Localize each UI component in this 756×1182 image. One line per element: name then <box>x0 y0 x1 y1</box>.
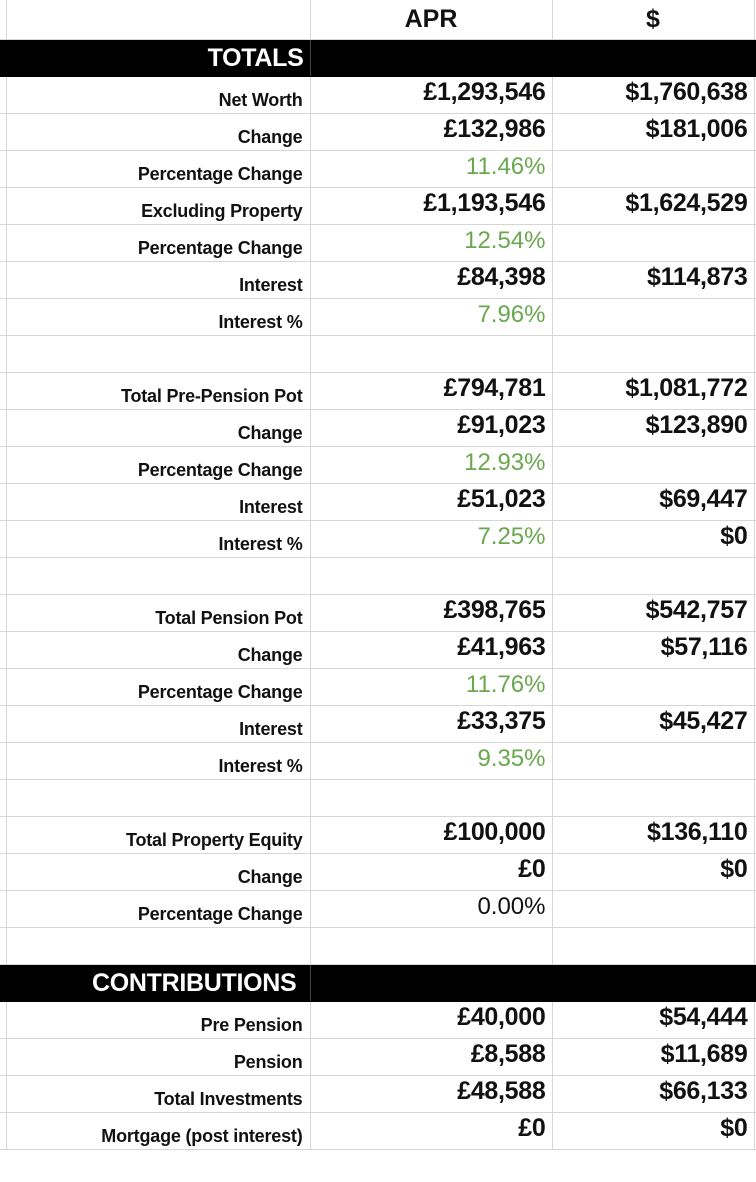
usd-value[interactable]: $69,447 <box>552 483 754 520</box>
apr-value[interactable]: £8,588 <box>310 1038 552 1075</box>
apr-percentage[interactable]: 9.35% <box>310 742 552 779</box>
cell[interactable] <box>552 224 754 261</box>
cell[interactable] <box>6 557 310 594</box>
column-header-usd[interactable]: $ <box>552 0 754 39</box>
cell[interactable] <box>552 335 754 372</box>
usd-value[interactable]: $11,689 <box>552 1038 754 1075</box>
row-label[interactable]: Net Worth <box>6 76 310 113</box>
usd-value[interactable]: $1,081,772 <box>552 372 754 409</box>
apr-percentage[interactable]: 11.46% <box>310 150 552 187</box>
apr-percentage[interactable]: 0.00% <box>310 890 552 927</box>
row-label[interactable]: Percentage Change <box>6 224 310 261</box>
cell[interactable] <box>552 779 754 816</box>
cell[interactable] <box>6 927 310 964</box>
row-label[interactable]: Percentage Change <box>6 150 310 187</box>
cell[interactable] <box>552 927 754 964</box>
apr-value[interactable]: £100,000 <box>310 816 552 853</box>
row-label[interactable]: Change <box>6 113 310 150</box>
row-label[interactable]: Total Pension Pot <box>6 594 310 631</box>
apr-value[interactable]: £91,023 <box>310 409 552 446</box>
row-label[interactable]: Total Property Equity <box>6 816 310 853</box>
apr-value[interactable]: £1,293,546 <box>310 76 552 113</box>
row-label[interactable]: Interest <box>6 261 310 298</box>
table-row <box>0 1075 756 1112</box>
apr-value[interactable]: £132,986 <box>310 113 552 150</box>
row-label[interactable]: Interest <box>6 483 310 520</box>
usd-value[interactable]: $123,890 <box>552 409 754 446</box>
usd-value[interactable]: $45,427 <box>552 705 754 742</box>
table-row <box>0 853 756 890</box>
row-label[interactable]: Interest % <box>6 298 310 335</box>
cell[interactable] <box>6 335 310 372</box>
cell[interactable] <box>552 890 754 927</box>
row-label[interactable]: Percentage Change <box>6 668 310 705</box>
table-row <box>0 187 756 224</box>
apr-value[interactable]: £41,963 <box>310 631 552 668</box>
usd-value[interactable]: $1,624,529 <box>552 187 754 224</box>
cell[interactable] <box>552 668 754 705</box>
cell[interactable] <box>552 742 754 779</box>
table-row <box>0 446 756 483</box>
apr-value[interactable]: £33,375 <box>310 705 552 742</box>
table-row <box>0 890 756 927</box>
cell[interactable] <box>6 0 310 39</box>
blank-row <box>0 927 756 964</box>
usd-value[interactable]: $0 <box>552 520 754 557</box>
usd-value[interactable]: $0 <box>552 853 754 890</box>
row-label[interactable]: Change <box>6 853 310 890</box>
usd-value[interactable]: $54,444 <box>552 1001 754 1038</box>
blank-row <box>0 779 756 816</box>
apr-value[interactable]: £0 <box>310 1112 552 1149</box>
table-row <box>0 631 756 668</box>
cell[interactable] <box>552 557 754 594</box>
section-fill <box>552 964 754 1001</box>
row-label[interactable]: Interest <box>6 705 310 742</box>
row-label[interactable]: Change <box>6 409 310 446</box>
table-row <box>0 483 756 520</box>
section-fill <box>310 964 552 1001</box>
row-label[interactable]: Interest % <box>6 742 310 779</box>
row-label[interactable]: Change <box>6 631 310 668</box>
table-row <box>0 298 756 335</box>
section-header-contributions <box>0 964 756 1001</box>
apr-percentage[interactable]: 7.25% <box>310 520 552 557</box>
cell[interactable] <box>310 927 552 964</box>
usd-value[interactable]: $0 <box>552 1112 754 1149</box>
apr-value[interactable]: £40,000 <box>310 1001 552 1038</box>
column-header-apr[interactable]: APR <box>310 0 552 39</box>
blank-row <box>0 335 756 372</box>
table-row <box>0 520 756 557</box>
cell[interactable] <box>310 557 552 594</box>
section-fill <box>310 39 552 76</box>
table-row <box>0 742 756 779</box>
apr-value[interactable]: £1,193,546 <box>310 187 552 224</box>
apr-value[interactable]: £84,398 <box>310 261 552 298</box>
blank-row <box>0 557 756 594</box>
table-row <box>0 668 756 705</box>
table-row <box>0 113 756 150</box>
row-label[interactable]: Percentage Change <box>6 446 310 483</box>
cell[interactable] <box>552 446 754 483</box>
table-row <box>0 594 756 631</box>
apr-percentage[interactable]: 12.54% <box>310 224 552 261</box>
row-label[interactable]: Percentage Change <box>6 890 310 927</box>
cell[interactable] <box>310 335 552 372</box>
table-row <box>0 816 756 853</box>
section-title-contributions[interactable]: CONTRIBUTIONS <box>6 964 310 1001</box>
cell[interactable] <box>310 779 552 816</box>
usd-value[interactable]: $114,873 <box>552 261 754 298</box>
row-label[interactable]: Pension <box>6 1038 310 1075</box>
table-row <box>0 1112 756 1149</box>
apr-value[interactable]: £51,023 <box>310 483 552 520</box>
column-header-row <box>0 0 756 39</box>
table-row <box>0 76 756 113</box>
row-label[interactable]: Total Pre-Pension Pot <box>6 372 310 409</box>
row-label[interactable]: Pre Pension <box>6 1001 310 1038</box>
table-row <box>0 409 756 446</box>
usd-value[interactable]: $542,757 <box>552 594 754 631</box>
cell[interactable] <box>552 150 754 187</box>
cell[interactable] <box>6 779 310 816</box>
usd-value[interactable]: $181,006 <box>552 113 754 150</box>
section-title-totals[interactable]: TOTALS <box>6 39 310 76</box>
row-label[interactable]: Mortgage (post interest) <box>6 1112 310 1149</box>
usd-value[interactable]: $66,133 <box>552 1075 754 1112</box>
apr-value[interactable]: £794,781 <box>310 372 552 409</box>
table-row <box>0 150 756 187</box>
apr-percentage[interactable]: 11.76% <box>310 668 552 705</box>
section-header-totals <box>0 39 756 76</box>
table-row <box>0 372 756 409</box>
table-row <box>0 1001 756 1038</box>
apr-percentage[interactable]: 12.93% <box>310 446 552 483</box>
usd-value[interactable]: $136,110 <box>552 816 754 853</box>
table-row <box>0 1038 756 1075</box>
usd-value[interactable]: $1,760,638 <box>552 76 754 113</box>
apr-value[interactable]: £0 <box>310 853 552 890</box>
apr-percentage[interactable]: 7.96% <box>310 298 552 335</box>
row-label[interactable]: Excluding Property <box>6 187 310 224</box>
table-row <box>0 261 756 298</box>
cell[interactable] <box>552 298 754 335</box>
apr-value[interactable]: £48,588 <box>310 1075 552 1112</box>
row-label[interactable]: Interest % <box>6 520 310 557</box>
table-row <box>0 705 756 742</box>
table-row <box>0 224 756 261</box>
usd-value[interactable]: $57,116 <box>552 631 754 668</box>
section-fill <box>552 39 754 76</box>
apr-value[interactable]: £398,765 <box>310 594 552 631</box>
row-label[interactable]: Total Investments <box>6 1075 310 1112</box>
